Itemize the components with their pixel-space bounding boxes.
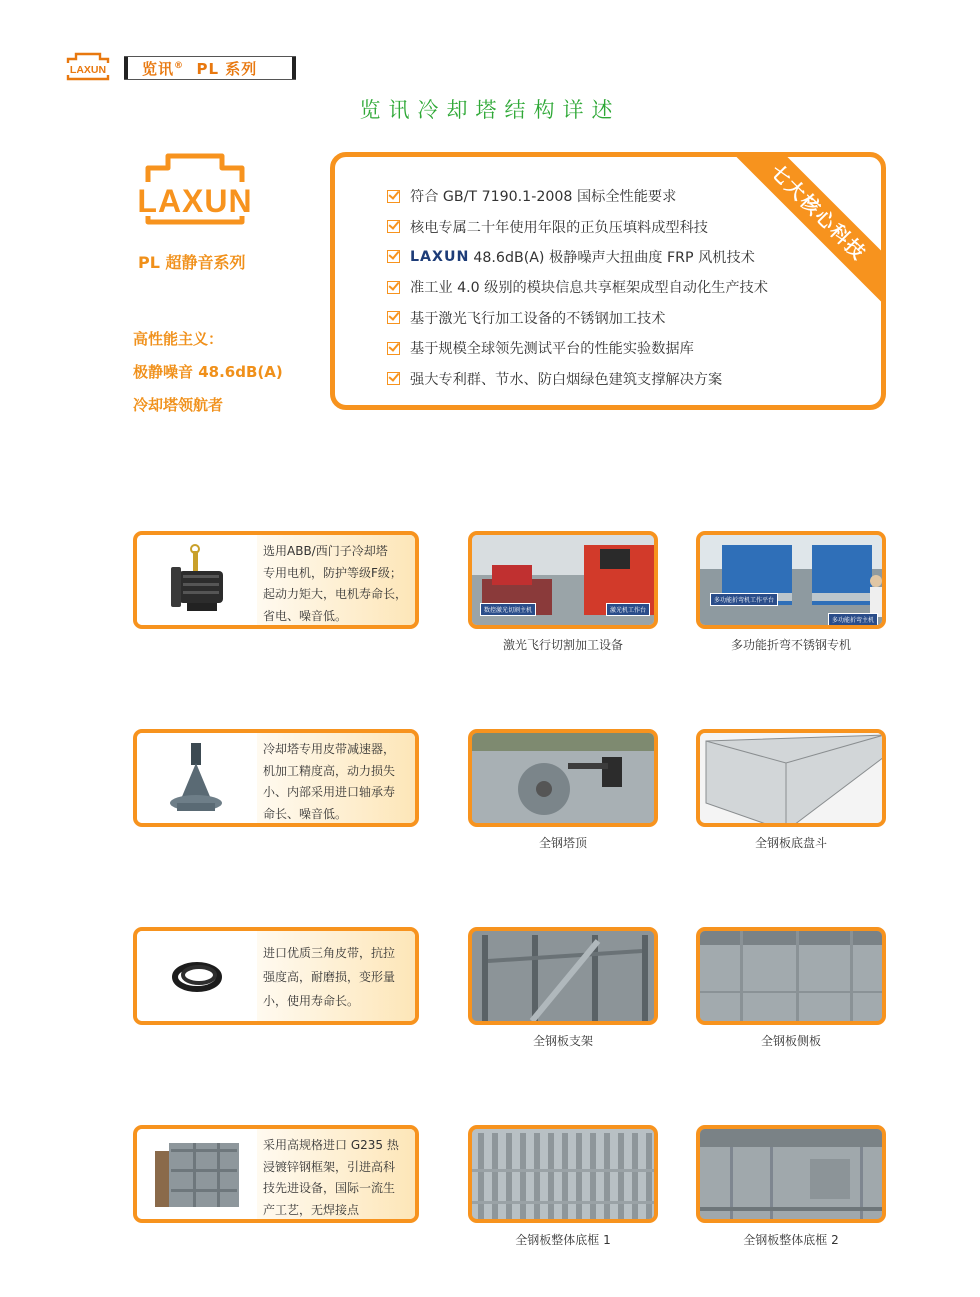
photo-base-frame-1	[468, 1125, 658, 1223]
checkbox-icon	[387, 372, 400, 385]
photo-caption: 全钢板底盘斗	[754, 836, 827, 850]
intro-logo-text: LAXUN	[137, 183, 253, 219]
core-tech-item: 强大专利群、节水、防白烟绿色建筑支撑解决方案	[387, 363, 768, 393]
component-desc: 选用ABB/西门子冷却塔 专用电机，防护等级F级； 起动力矩大，电机寿命长， 省电、噪音低。	[257, 535, 415, 625]
header-logo-text: LAXUN	[69, 64, 107, 76]
photo-tag: 激光机工作台	[606, 603, 650, 616]
component-card-reducer	[133, 729, 419, 827]
base-frame-icon	[700, 1129, 886, 1223]
base-frame-icon	[472, 1129, 658, 1223]
checkbox-icon	[387, 250, 400, 263]
photo-tag: 数控激光切割主机	[480, 603, 536, 616]
belt-icon	[137, 931, 257, 1021]
laxun-logo-icon	[130, 152, 260, 230]
motor-icon	[137, 535, 257, 625]
component-card-belt	[133, 927, 419, 1025]
core-tech-item: 基于激光飞行加工设备的不锈钢加工技术	[387, 303, 768, 333]
reducer-icon	[137, 733, 257, 823]
core-tech-item: 核电专属二十年使用年限的正负压填料成型科技	[387, 211, 768, 241]
core-tech-item: 准工业 4.0 级别的模块信息共享框架成型自动化生产技术	[387, 272, 768, 302]
photo-caption: 多功能折弯不锈钢专机	[730, 638, 851, 652]
photo-caption: 全钢板侧板	[760, 1034, 821, 1048]
photo-steel-bracket	[468, 927, 658, 1025]
core-tech-item: 符合 GB/T 7190.1-2008 国标全性能要求	[387, 181, 768, 211]
checkbox-icon	[387, 311, 400, 324]
slogan-line-1: 高性能主义：	[133, 330, 224, 348]
photo-caption: 全钢板支架	[532, 1034, 593, 1048]
component-desc: 采用高规格进口 G235 热 浸镀锌钢框架，引进高科 技先进设备，国际一流生 产工艺，无焊接点	[257, 1129, 415, 1219]
component-card-frame	[133, 1125, 419, 1223]
photo-caption: 全钢塔顶	[538, 836, 587, 850]
header-brand: 览讯® PL 系列	[142, 59, 258, 78]
photo-tag: 多功能折弯主机	[828, 613, 878, 626]
photo-steel-top	[468, 729, 658, 827]
photo-tag: 多功能折弯机工作平台	[710, 593, 778, 606]
photo-steel-side-panel	[696, 927, 886, 1025]
component-desc: 进口优质三角皮带，抗拉 强度高，耐磨损，变形量 小，使用寿命长。	[257, 931, 415, 1021]
page-title: 览讯冷却塔结构详述	[359, 98, 621, 122]
bracket-icon	[472, 931, 658, 1025]
series-name: PL 超静音系列	[138, 253, 246, 272]
checkbox-icon	[387, 281, 400, 294]
core-tech-list	[387, 181, 768, 394]
header-series-bar	[124, 56, 296, 80]
core-tech-item: 基于规模全球领先测试平台的性能实验数据库	[387, 333, 768, 363]
photo-base-frame-2	[696, 1125, 886, 1223]
photo-steel-basin	[696, 729, 886, 827]
laxun-logo-small-icon	[62, 50, 114, 82]
photo-caption: 激光飞行切割加工设备	[502, 638, 623, 652]
photo-bending-machine	[696, 531, 886, 629]
frame-icon	[137, 1129, 257, 1219]
component-card-motor	[133, 531, 419, 629]
slogan-line-2: 极静噪音 48.6dB(A)	[133, 363, 283, 381]
checkbox-icon	[387, 342, 400, 355]
basin-icon	[700, 733, 886, 827]
photo-caption: 全钢板整体底框 2	[743, 1233, 839, 1247]
checkbox-icon	[387, 190, 400, 203]
core-tech-box	[330, 152, 886, 410]
photo-caption: 全钢板整体底框 1	[515, 1233, 611, 1247]
side-panel-icon	[700, 931, 886, 1025]
component-desc: 冷却塔专用皮带减速器， 机加工精度高，动力损失 小、内部采用进口轴承寿 命长、噪音低。	[257, 733, 415, 823]
checkbox-icon	[387, 220, 400, 233]
core-tech-ribbon: 七大核心科技	[717, 152, 886, 314]
brand-inline: LAXUN	[410, 248, 470, 265]
photo-laser-cutting	[468, 531, 658, 629]
slogan-line-3: 冷却塔领航者	[133, 396, 224, 414]
tower-top-icon	[472, 733, 658, 827]
core-tech-item: LAXUN 48.6dB(A) 极静噪声大扭曲度 FRP 风机技术	[387, 242, 768, 272]
